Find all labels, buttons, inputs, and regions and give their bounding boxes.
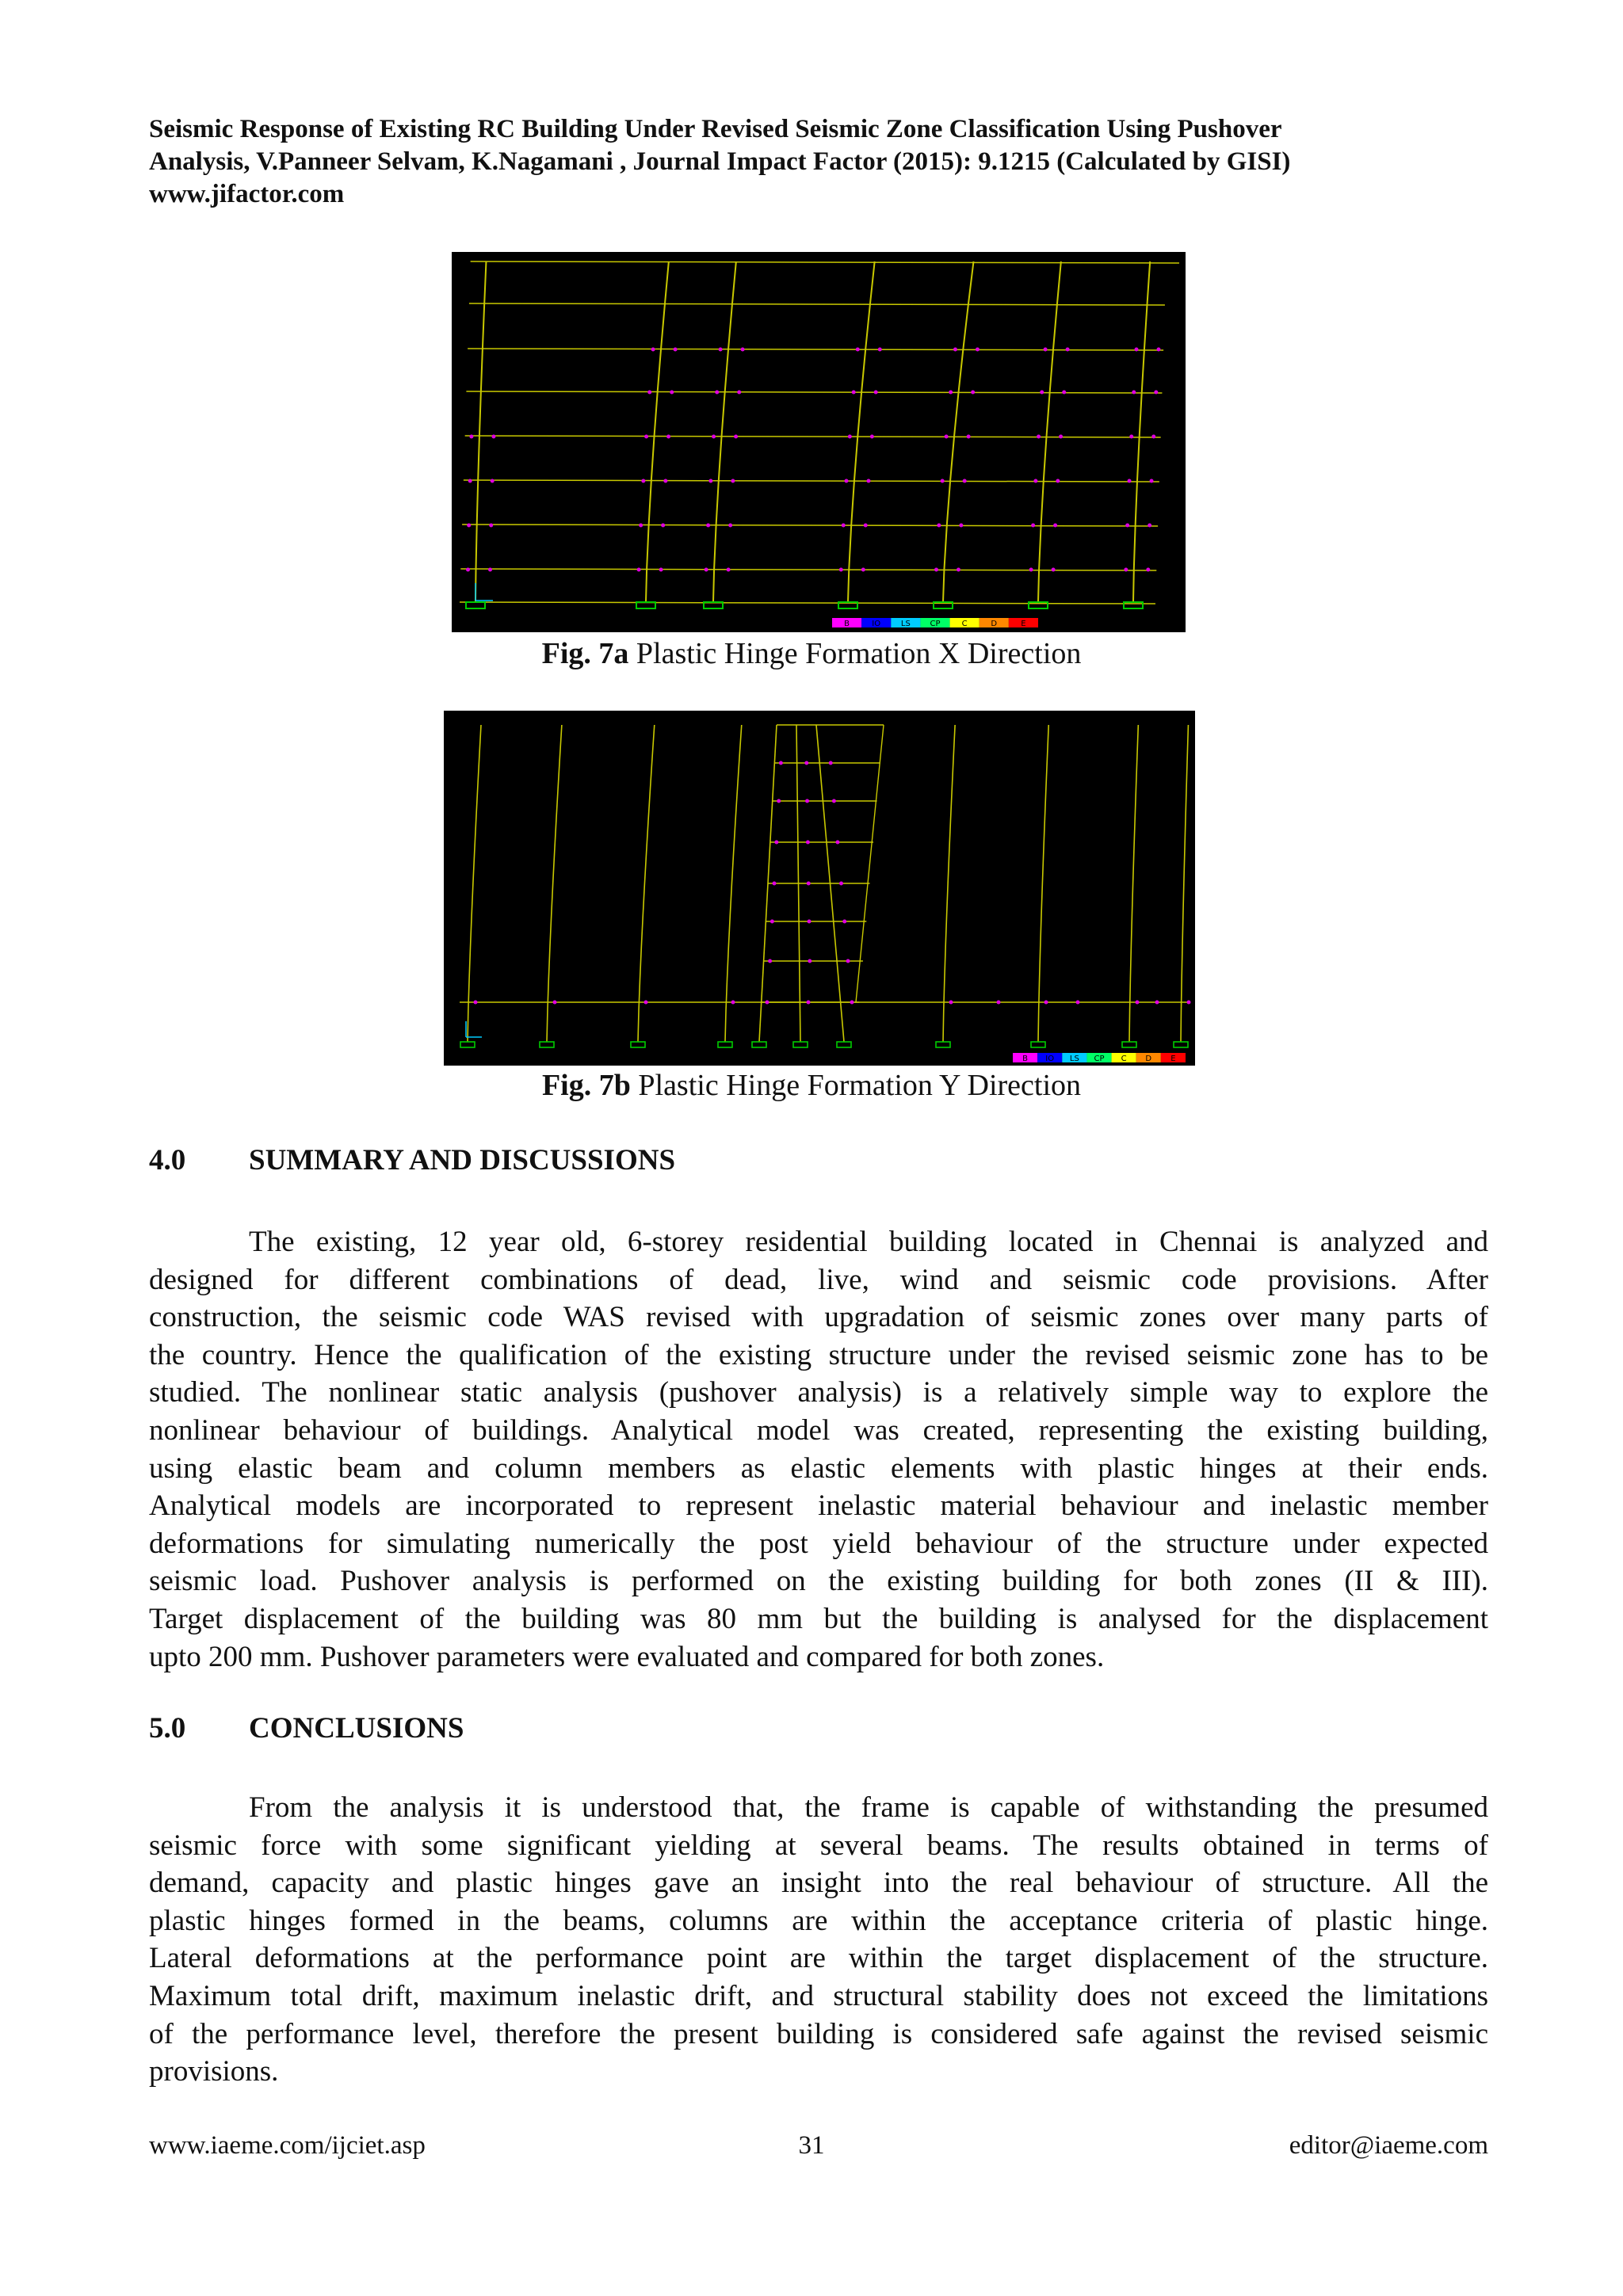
- text-line: of the performance level, therefore the present building is considered safe against the revised seismic: [149, 2017, 1488, 2050]
- plastic-hinge: [1053, 524, 1057, 528]
- plastic-hinge: [727, 568, 731, 572]
- plastic-hinge: [553, 1001, 557, 1005]
- plastic-hinge: [644, 1001, 648, 1005]
- plastic-hinge: [1125, 524, 1129, 528]
- plastic-hinge: [866, 479, 870, 483]
- section-number: 5.0: [149, 1712, 186, 1745]
- legend-label: LS: [900, 620, 911, 628]
- figure-label: Fig. 7a: [541, 637, 629, 670]
- header-link[interactable]: www.jifactor.com: [149, 180, 345, 208]
- paragraph-summary: [149, 1223, 1488, 1676]
- plastic-hinge: [1037, 435, 1041, 439]
- plastic-hinge: [842, 524, 846, 528]
- plastic-hinge: [777, 799, 781, 803]
- plastic-hinge: [741, 348, 745, 352]
- text-line: Target displacement of the building was 80 mm but the building is analysed for the displacement: [149, 1602, 1488, 1635]
- legend-label: B: [844, 620, 850, 628]
- support-symbol: [752, 1042, 766, 1047]
- plastic-hinge: [1156, 348, 1160, 352]
- plastic-hinge: [957, 568, 960, 572]
- plastic-hinge: [773, 882, 777, 886]
- text-line: plastic hinges formed in the beams, columns are within the acceptance criteria of plastic hinge.: [149, 1904, 1488, 1937]
- plastic-hinge: [945, 435, 949, 439]
- plastic-hinge: [659, 568, 663, 572]
- plastic-hinge: [774, 841, 778, 845]
- legend-label: C: [961, 620, 968, 628]
- plastic-hinge: [737, 391, 741, 395]
- plastic-hinge: [644, 435, 648, 439]
- plastic-hinge: [639, 524, 643, 528]
- plastic-hinge: [949, 391, 953, 395]
- plastic-hinge: [1124, 568, 1128, 572]
- plastic-hinge: [937, 524, 941, 528]
- header-line: Analysis, V.Panneer Selvam, K.Nagamani , Journal Impact Factor (2015): 9.1215 (Calculated by GISI): [149, 147, 1291, 176]
- support-symbol: [460, 1042, 475, 1047]
- plastic-hinge: [1151, 435, 1155, 439]
- plastic-hinge: [663, 479, 667, 483]
- plastic-hinge: [1033, 479, 1037, 483]
- figure-7a-hinge-x: [452, 252, 1186, 632]
- plastic-hinge: [666, 435, 670, 439]
- plastic-hinge: [728, 524, 732, 528]
- plastic-hinge: [829, 761, 833, 765]
- plastic-hinge: [779, 761, 783, 765]
- support-symbol: [936, 1042, 950, 1047]
- plastic-hinge: [712, 435, 716, 439]
- plastic-hinge: [807, 882, 811, 886]
- page-number: 31: [798, 2131, 825, 2160]
- plastic-hinge: [708, 479, 712, 483]
- paragraph-conclusions: [149, 1789, 1488, 2091]
- plastic-hinge: [647, 391, 651, 395]
- plastic-hinge: [971, 391, 975, 395]
- column-line: [638, 725, 655, 1042]
- plastic-hinge: [489, 524, 493, 528]
- text-line: seismic force with some significant yielding at several beams. The results obtained in terms of: [149, 1829, 1488, 1862]
- plastic-hinge: [1150, 479, 1154, 483]
- text-line: The existing, 12 year old, 6-storey residential building located in Chennai is analyzed and: [249, 1226, 1488, 1258]
- text-line: nonlinear behaviour of buildings. Analytical model was created, representing the existing building,: [149, 1413, 1488, 1447]
- plastic-hinge: [488, 568, 492, 572]
- beam-line: [465, 436, 1161, 437]
- plastic-hinge: [832, 799, 836, 803]
- plastic-hinge: [1146, 568, 1150, 572]
- plastic-hinge: [934, 568, 938, 572]
- support-symbol: [1031, 1042, 1045, 1047]
- plastic-hinge: [839, 882, 843, 886]
- plastic-hinge: [1154, 391, 1158, 395]
- support-symbol: [466, 602, 485, 608]
- legend-label: C: [1121, 1055, 1127, 1063]
- plastic-hinge: [1044, 348, 1048, 352]
- footer-email-link[interactable]: editor@iaeme.com: [1289, 2131, 1488, 2160]
- text-line: From the analysis it is understood that, the frame is capable of withstanding the presumed: [249, 1791, 1488, 1824]
- frame-x-direction-drawing: [452, 252, 1186, 632]
- support-symbol: [718, 1042, 732, 1047]
- plastic-hinge: [1134, 348, 1138, 352]
- plastic-hinge: [1059, 435, 1063, 439]
- beam-line: [469, 303, 1165, 305]
- plastic-hinge: [715, 391, 719, 395]
- column-line: [943, 261, 973, 602]
- plastic-hinge: [842, 920, 846, 924]
- column-line: [1133, 261, 1150, 602]
- section-heading: [149, 1143, 675, 1178]
- plastic-hinge: [719, 348, 723, 352]
- figure-7b-hinge-y: [444, 711, 1195, 1066]
- plastic-hinge: [1132, 391, 1136, 395]
- figure-label: Fig. 7b: [541, 1069, 631, 1102]
- plastic-hinge: [466, 568, 470, 572]
- text-line: Lateral deformations at the performance point are within the target displacement of the structure.: [149, 1942, 1488, 1975]
- plastic-hinge: [770, 920, 774, 924]
- column-line: [856, 725, 884, 1002]
- column-line: [1038, 725, 1048, 1042]
- plastic-hinge: [1148, 524, 1151, 528]
- section-number: 4.0: [149, 1144, 186, 1177]
- plastic-hinge: [846, 959, 850, 963]
- plastic-hinge: [856, 348, 860, 352]
- section-title: CONCLUSIONS: [249, 1712, 464, 1745]
- support-symbol: [793, 1042, 808, 1047]
- plastic-hinge: [807, 1001, 811, 1005]
- plastic-hinge: [949, 1001, 953, 1005]
- beam-line: [466, 391, 1162, 393]
- beam-line: [464, 480, 1159, 482]
- text-line: upto 200 mm. Pushover parameters were evaluated and compared for both zones.: [149, 1640, 1105, 1673]
- column-line: [646, 261, 669, 602]
- frame-y-direction-drawing: [444, 711, 1195, 1066]
- plastic-hinge: [808, 920, 812, 924]
- plastic-hinge: [806, 841, 810, 845]
- plastic-hinge: [651, 348, 655, 352]
- plastic-hinge: [468, 479, 472, 483]
- plastic-hinge: [1056, 479, 1060, 483]
- plastic-hinge: [967, 435, 971, 439]
- figure-7a-caption: [0, 636, 1623, 671]
- text-line: Analytical models are incorporated to represent inelastic material behaviour and inelastic member: [149, 1489, 1488, 1523]
- legend-label: D: [991, 620, 998, 628]
- plastic-hinge: [467, 524, 471, 528]
- figure-caption-text: Plastic Hinge Formation Y Direction: [638, 1069, 1082, 1102]
- beam-line: [460, 602, 1155, 604]
- plastic-hinge: [1187, 1001, 1191, 1005]
- support-symbol: [1174, 1042, 1188, 1047]
- legend-label: E: [1021, 620, 1026, 628]
- plastic-hinge: [850, 1001, 854, 1005]
- beam-line: [468, 349, 1163, 350]
- column-line: [468, 725, 481, 1042]
- legend-label: D: [1145, 1055, 1152, 1063]
- legend-label: E: [1170, 1055, 1176, 1063]
- plastic-hinge: [804, 761, 808, 765]
- plastic-hinge: [1066, 348, 1070, 352]
- plastic-hinge: [997, 1001, 1001, 1005]
- plastic-hinge: [878, 348, 882, 352]
- plastic-hinge: [661, 524, 665, 528]
- plastic-hinge: [1062, 391, 1066, 395]
- column-line: [1129, 725, 1138, 1042]
- column-line: [475, 261, 486, 602]
- plastic-hinge: [637, 568, 641, 572]
- plastic-hinge: [734, 435, 738, 439]
- column-line: [713, 261, 736, 602]
- plastic-hinge: [1155, 1001, 1159, 1005]
- text-line: using elastic beam and column members as elastic elements with plastic hinges at their ends.: [149, 1451, 1488, 1485]
- plastic-hinge: [953, 348, 957, 352]
- plastic-hinge: [852, 391, 856, 395]
- plastic-hinge: [808, 959, 812, 963]
- plastic-hinge: [705, 568, 708, 572]
- legend-label: CP: [930, 620, 941, 628]
- support-symbol: [631, 1042, 645, 1047]
- plastic-hinge: [491, 435, 495, 439]
- plastic-hinge: [839, 568, 843, 572]
- plastic-hinge: [1136, 1001, 1140, 1005]
- support-symbol: [1122, 1042, 1136, 1047]
- column-line: [943, 725, 955, 1042]
- text-line: seismic load. Pushover analysis is performed on the existing building for both zones (II & III).: [149, 1565, 1488, 1598]
- plastic-hinge: [491, 479, 495, 483]
- support-symbol: [540, 1042, 554, 1047]
- column-line: [1181, 725, 1188, 1042]
- text-line: deformations for simulating numerically the post yield behaviour of the structure under expected: [149, 1527, 1488, 1560]
- plastic-hinge: [874, 391, 878, 395]
- plastic-hinge: [474, 1001, 478, 1005]
- plastic-hinge: [1031, 524, 1035, 528]
- plastic-hinge: [469, 435, 473, 439]
- plastic-hinge: [1044, 1001, 1048, 1005]
- text-line: construction, the seismic code WAS revised with upgradation of seismic zones over many parts of: [149, 1301, 1488, 1334]
- plastic-hinge: [835, 841, 839, 845]
- legend-label: LS: [1069, 1055, 1079, 1063]
- section-title: SUMMARY AND DISCUSSIONS: [249, 1144, 676, 1177]
- plastic-hinge: [1128, 479, 1132, 483]
- legend-label: IO: [872, 620, 881, 628]
- text-line: Maximum total drift, maximum inelastic drift, and structural stability does not exceed the limitations: [149, 1979, 1488, 2012]
- figure-caption-text: Plastic Hinge Formation X Direction: [636, 637, 1082, 670]
- plastic-hinge: [848, 435, 852, 439]
- section-heading: [149, 1711, 464, 1746]
- plastic-hinge: [731, 479, 735, 483]
- legend-label: CP: [1094, 1055, 1105, 1063]
- legend-label: B: [1022, 1055, 1029, 1063]
- plastic-hinge: [1076, 1001, 1080, 1005]
- plastic-hinge: [805, 799, 809, 803]
- text-line: the country. Hence the qualification of the existing structure under the revised seismic zone has to be: [149, 1338, 1488, 1371]
- plastic-hinge: [1040, 391, 1044, 395]
- plastic-hinge: [1129, 435, 1133, 439]
- column-line: [547, 725, 562, 1042]
- text-line: studied. The nonlinear static analysis (pushover analysis) is a relatively simple way to explore the: [149, 1376, 1488, 1409]
- plastic-hinge: [976, 348, 980, 352]
- plastic-hinge: [941, 479, 945, 483]
- plastic-hinge: [641, 479, 645, 483]
- text-line: provisions.: [149, 2055, 279, 2088]
- figure-7b-caption: [0, 1068, 1623, 1103]
- plastic-hinge: [959, 524, 963, 528]
- plastic-hinge: [1029, 568, 1033, 572]
- running-header: [149, 113, 1488, 211]
- legend-label: IO: [1045, 1055, 1055, 1063]
- plastic-hinge: [844, 479, 848, 483]
- plastic-hinge: [768, 959, 772, 963]
- beam-line: [471, 261, 1179, 263]
- plastic-hinge: [864, 524, 868, 528]
- plastic-hinge: [670, 391, 674, 395]
- plastic-hinge: [731, 1001, 735, 1005]
- text-line: designed for different combinations of dead, live, wind and seismic code provisions. After: [149, 1263, 1488, 1296]
- plastic-hinge: [861, 568, 865, 572]
- footer-journal-link[interactable]: www.iaeme.com/ijciet.asp: [149, 2131, 426, 2160]
- column-line: [848, 261, 875, 602]
- plastic-hinge: [706, 524, 710, 528]
- plastic-hinge: [963, 479, 967, 483]
- column-line: [725, 725, 742, 1042]
- column-line: [1038, 261, 1061, 602]
- plastic-hinge: [674, 348, 678, 352]
- plastic-hinge: [1052, 568, 1056, 572]
- plastic-hinge: [766, 1001, 769, 1005]
- text-line: demand, capacity and plastic hinges gave an insight into the real behaviour of structure. All the: [149, 1867, 1488, 1900]
- support-symbol: [837, 1042, 851, 1047]
- header-line: Seismic Response of Existing RC Building Under Revised Seismic Zone Classification Using Pushover: [149, 115, 1282, 143]
- plastic-hinge: [870, 435, 874, 439]
